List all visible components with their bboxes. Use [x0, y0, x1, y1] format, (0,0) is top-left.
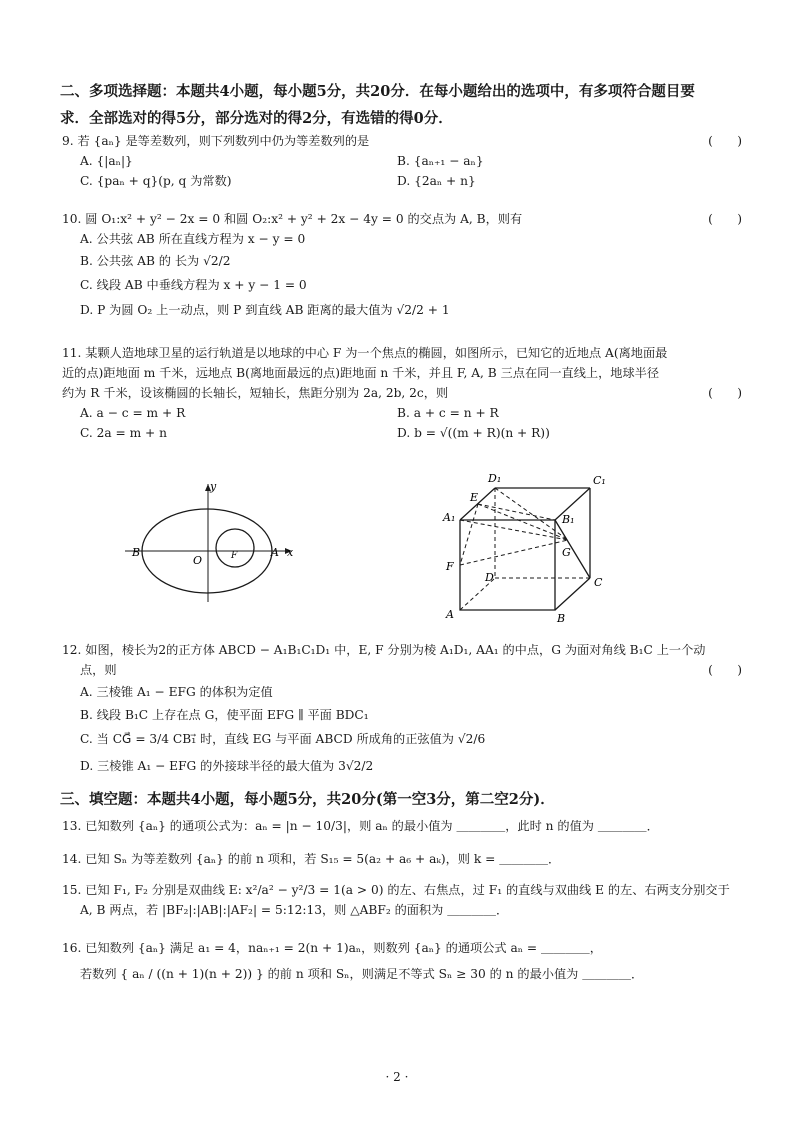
fig2-label-d1: D₁: [488, 472, 502, 485]
fig1-label-x: x: [287, 546, 294, 559]
fig1-label-b: B: [132, 546, 141, 559]
question-9: [62, 131, 742, 191]
q11-answer-paren: ( ): [708, 386, 742, 400]
fig1-label-a: A: [271, 546, 279, 559]
q10-option-a: A. 公共弦 AB 所在直线方程为 x − y = 0: [80, 232, 306, 246]
q12-option-a: A. 三棱锥 A₁ − EFG 的体积为定值: [80, 685, 273, 699]
q12-answer-paren: ( ): [708, 663, 742, 677]
section2-line2: 求．全部选对的得5分，部分选对的得2分，有选错的得0分．: [60, 110, 453, 127]
fig2-label-d: D: [485, 571, 494, 584]
fig2-label-b: B: [557, 612, 566, 625]
fig2-label-f: F: [446, 560, 454, 573]
fig2-label-b1: B₁: [562, 513, 575, 526]
fig2-label-c: C: [594, 576, 603, 589]
fig2-label-g: G: [562, 546, 571, 559]
q15-line2: A, B 两点，若 |BF₂|:|AB|:|AF₂| = 5:12:13，则 △ABF₂ 的面积为 ＿＿＿＿．: [80, 903, 509, 917]
q12-option-c: C. 当 CG⃗ = 3/4 CB₁⃗ 时，直线 EG 与平面 ABCD 所成角的正弦值为 √2/6: [80, 732, 486, 746]
page-number: · 2 ·: [385, 1070, 409, 1084]
section2-line1: 二、多项选择题：本题共4小题，每小题5分，共20分．在每小题给出的选项中，有多项符合题目要: [60, 83, 695, 100]
cube-figure: [442, 472, 606, 625]
q9-option-a: A. {|aₙ|}: [80, 154, 133, 168]
fig1-label-o: O: [193, 554, 203, 567]
fig1-label-f: F: [231, 551, 238, 561]
fig1-label-y: y: [210, 480, 217, 493]
fig2-label-e: E: [470, 491, 479, 504]
q10-option-c: C. 线段 AB 中垂线方程为 x + y − 1 = 0: [80, 278, 307, 292]
question-14: 14. 已知 Sₙ 为等差数列 {aₙ} 的前 n 项和，若 S₁₅ = 5(a₂ + a₆ + aₖ)，则 k = ＿＿＿＿．: [62, 852, 561, 866]
q12-option-b: B. 线段 B₁C 上存在点 G，使平面 EFG ∥ 平面 BDC₁: [80, 708, 369, 722]
q12-line1: 12. 如图，棱长为2的正方体 ABCD − A₁B₁C₁D₁ 中，E, F 分别为棱 A₁D₁, AA₁ 的中点，G 为面对角线 B₁C 上一个动: [62, 643, 706, 657]
fig2-label-a1: A₁: [443, 511, 456, 524]
q9-option-b: B. {aₙ₊₁ − aₙ}: [397, 154, 484, 168]
q11-option-a: A. a − c = m + R: [80, 406, 186, 420]
q16-line1: 16. 已知数列 {aₙ} 满足 a₁ = 4，naₙ₊₁ = 2(n + 1)aₙ，则数列 {aₙ} 的通项公式 aₙ = ＿＿＿＿，: [62, 941, 602, 955]
q12-option-d: D. 三棱锥 A₁ − EFG 的外接球半径的最大值为 3√2/2: [80, 759, 374, 773]
question-15: [62, 880, 742, 920]
section3-heading: 三、填空题：本题共4小题，每小题5分，共20分(第一空3分，第二空2分)．: [60, 791, 555, 808]
q11-line3: 约为 R 千米，设该椭圆的长轴长，短轴长，焦距分别为 2a, 2b, 2c，则: [62, 386, 449, 400]
q9-option-d: D. {2aₙ + n}: [397, 174, 476, 188]
q11-option-b: B. a + c = n + R: [397, 406, 499, 420]
question-12: [62, 640, 742, 780]
q10-option-b: B. 公共弦 AB 的 长为 √2/2: [80, 254, 231, 268]
section2-heading: [60, 78, 750, 132]
q9-stem: 9. 若 {aₙ} 是等差数列，则下列数列中仍为等差数列的是: [62, 134, 370, 148]
question-11: [62, 343, 742, 443]
q9-answer-paren: ( ): [708, 134, 742, 148]
q15-line1: 15. 已知 F₁, F₂ 分别是双曲线 E: x²/a² − y²/3 = 1(a > 0) 的左、右焦点，过 F₁ 的直线与双曲线 E 的左、右两支分别交于: [62, 883, 730, 897]
q10-answer-paren: ( ): [708, 212, 742, 226]
q12-line2: 点，则: [80, 663, 117, 677]
figure-svg: [0, 470, 794, 630]
q11-option-d: D. b = √((m + R)(n + R)): [397, 426, 550, 440]
q16-line2: 若数列 { aₙ / ((n + 1)(n + 2)) } 的前 n 项和 Sₙ，则满足不等式 Sₙ ≥ 30 的 n 的最小值为 ＿＿＿＿．: [80, 967, 644, 981]
q11-line1: 11. 某颗人造地球卫星的运行轨道是以地球的中心 F 为一个焦点的椭圆，如图所示，已知它的近地点 A(离地面最: [62, 346, 668, 360]
question-13: 13. 已知数列 {aₙ} 的通项公式为：aₙ = |n − 10/3|，则 aₙ 的最小值为 ＿＿＿＿，此时 n 的值为 ＿＿＿＿．: [62, 819, 659, 833]
ellipse-orbit-figure: [125, 480, 294, 602]
q9-option-c: C. {paₙ + q}(p, q 为常数): [80, 174, 232, 188]
figures-area: [0, 470, 794, 630]
fig2-label-a: A: [446, 608, 454, 621]
q11-option-c: C. 2a = m + n: [80, 426, 167, 440]
fig2-label-c1: C₁: [593, 474, 606, 487]
question-16: [62, 938, 742, 984]
q10-stem: 10. 圆 O₁:x² + y² − 2x = 0 和圆 O₂:x² + y² + 2x − 4y = 0 的交点为 A, B，则有: [62, 212, 523, 226]
q10-option-d: D. P 为圆 O₂ 上一动点，则 P 到直线 AB 距离的最大值为 √2/2 + 1: [80, 303, 450, 317]
q11-line2: 近的点)距地面 m 千米，远地点 B(离地面最远的点)距地面 n 千米，并且 F, A, B 三点在同一直线上，地球半径: [62, 366, 660, 380]
question-10: [62, 209, 742, 323]
